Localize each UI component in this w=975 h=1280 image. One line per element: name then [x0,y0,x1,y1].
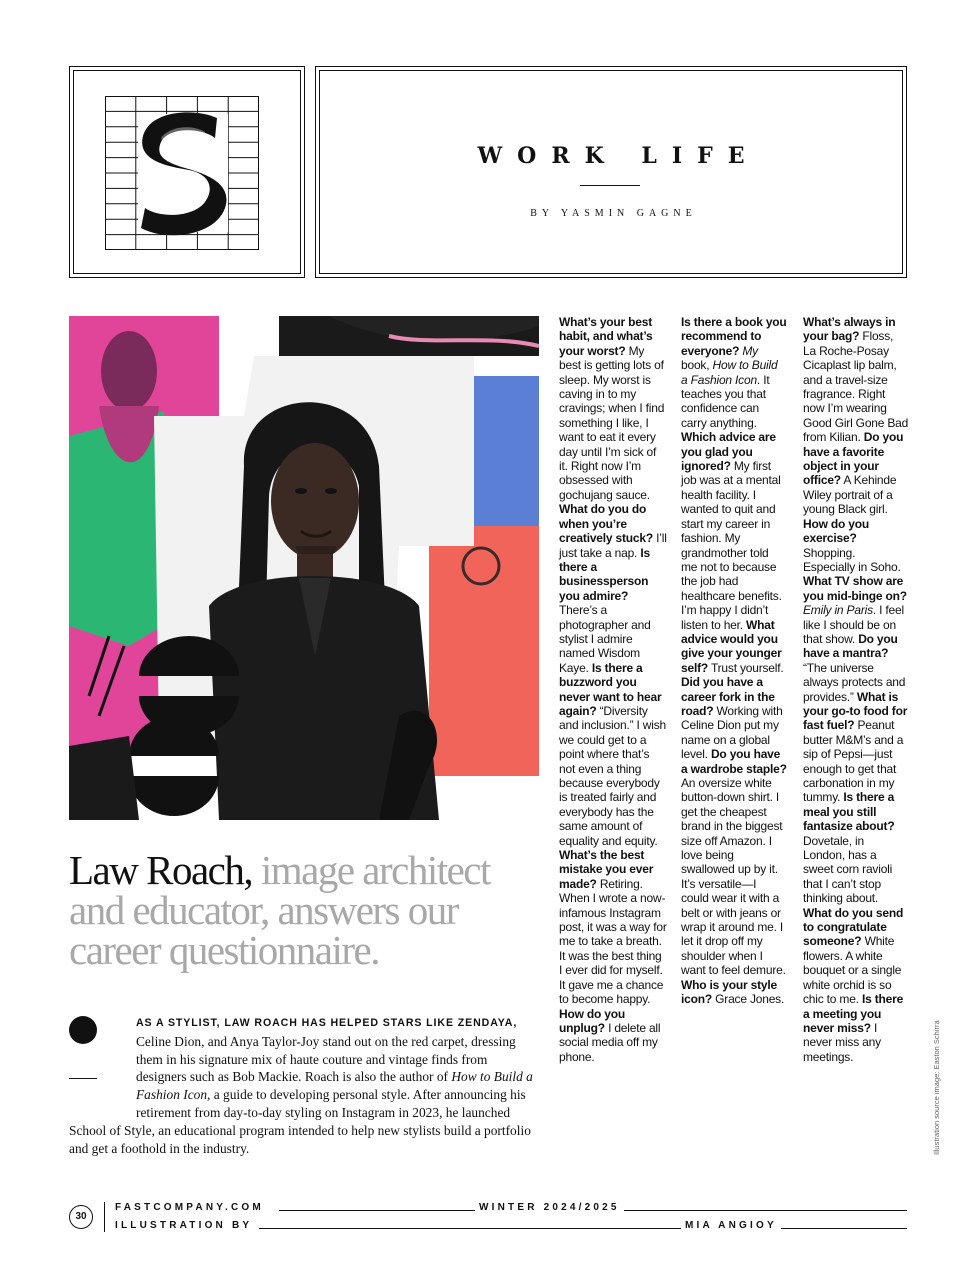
header-divider [580,185,640,186]
question: What advice would you give your younger self? [681,617,782,675]
issue-date: WINTER 2024/2025 [475,1202,624,1213]
answer: A Kehinde Wiley portrait of a young Black girl. [803,473,897,517]
question: Did you have a career fork in the road? [681,675,775,718]
answer: My first job was at a mental health facility. I wanted to quit and start my career in fashion. My grandmother told me not to because the job had healthcare benefits. I’m happy I didn’t listen to her. [681,459,782,632]
answer: Working with Celine Dion put my name on a global level. [681,703,783,762]
section-logo-icon [105,96,259,250]
answer: I’ll just take a nap. [559,531,667,560]
answer: Shopping. Especially in Soho. [803,545,901,574]
question: Who is your style icon? [681,977,777,1007]
answer: I never miss any meetings. [803,1020,881,1064]
section-title: WORK LIFE [477,143,760,169]
question: How do you unplug? [559,1006,625,1035]
question: What’s the best mistake you ever made? [559,848,654,891]
question: Is there a meal you still fantasize about? [803,790,895,834]
intro-book-title: How to Build a Fashion Icon [136,1069,533,1103]
page-number: 30 [69,1205,93,1229]
question: What do you do when you’re creatively stuck? [559,502,653,546]
question: Do you have a favorite object in your office? [803,430,904,488]
question: Is there a buzzword you never want to hear again? [559,660,662,718]
answer: Floss, La Roche-Posay Cicaplast lip balm, and a travel-size fragrance. Right now I’m wearing Good Girl Gone Bad from Kilian. [803,329,909,445]
intro-text: Celine Dion, and Anya Taylor-Joy stand out on the red carpet, dressing them in his signature mix of haute couture and vintage finds from designers such as Bob Mackie. Roach is also the author of [136,1033,516,1085]
section-header [315,66,907,278]
answer: Dovetale, in London, has a sweet corn ravioli that I can’t stop thinking about. [803,833,893,906]
question: What’s always in your bag? [803,315,896,344]
footer-divider [104,1202,105,1232]
answer: Peanut butter M&M’s and a sip of Pepsi—just enough to get that carbonation in my tummy. [803,718,904,805]
illustration-label: ILLUSTRATION BY [115,1220,256,1231]
question: Do you have a wardrobe staple? [681,747,787,776]
question: Which advice are you glad you ignored? [681,430,776,474]
answer: “The universe always protects and provides.” [803,660,906,704]
footer-rule-bottom [259,1228,907,1229]
byline: BY YASMIN GAGNE [530,208,697,219]
intro-paragraph [69,1013,539,1157]
question: Is there a businessperson you admire? [559,545,650,603]
answer: White flowers. A white bouquet or a single white orchid is so chic to me. [803,934,902,1007]
qa-column-3 [803,315,909,1064]
answer: I delete all social media off my phone. [559,1020,661,1064]
answer-italic: My [742,343,758,358]
headline-name: Law Roach, [69,847,253,893]
qa-column-1 [559,315,667,1064]
intro-text-end: , a guide to developing personal style. After announcing his retirement from day-to-day styling on Instagram in 2023, he launched School of Style, an educational program intended to help new stylists build a portfolio and get a foothold in the industry. [69,1087,531,1156]
question: Do you have a mantra? [803,631,898,661]
answer: Grace Jones. [715,992,785,1007]
answer: Trust yourself. [710,660,784,675]
question: What’s your best habit, and what’s your worst? [559,315,653,358]
answer: . I feel like I should be on that show. [803,603,904,646]
answer: . It teaches you that confidence can carry anything. [681,372,770,430]
answer-show-title: Emily in Paris [803,603,873,618]
answer: book, [681,358,710,373]
headline-rest: image architect and educator, answers our career questionnaire. [69,847,490,973]
intro-lead: AS A STYLIST, LAW ROACH HAS HELPED STARS LIKE ZENDAYA, [136,1017,518,1029]
question: How do you exercise? [803,516,869,546]
headline [69,847,539,973]
question: Is there a book you recommend to everyone? [681,315,787,358]
answer: My best is getting lots of sleep. My worst is caving in to my cravings; when I find something I like, I want to eat it every day until I’m sick of it. Right now I’m obsessed with gochujang sauce. [559,343,665,502]
question: What do you send to congratulate someone? [803,905,904,949]
question: What TV show are you mid-binge on? [803,574,907,603]
answer-book-title: How to Build a Fashion Icon [681,358,778,387]
answer: Retiring. When I wrote a now-infamous Instagram post, it was a way for me to take a breath. It was the best thing I ever did for myself. It gave me a chance to become happy. [559,876,667,1007]
site-name: FASTCOMPANY.COM [115,1202,268,1213]
answer: There’s a photographer and stylist I admire named Wisdom Kaye. [559,603,651,675]
answer: An oversize white button-down shirt. I get the cheapest brand in the biggest size off Amazon. I love being swallowed up by it. It’s versatile—I could wear it with a belt or with jeans or wrap it around me. I let it drop off my shoulder when I want to feel demure. [681,776,786,978]
image-credit: Illustration source image: Easton Schirra [932,1020,941,1155]
page-footer [69,1198,907,1238]
question: Is there a meeting you never miss? [803,992,904,1035]
question: What is your go-to food for fast fuel? [803,689,908,733]
portrait-collage-illustration [69,316,539,820]
illustrator-name: MIA ANGIOY [681,1220,781,1231]
logo-box [69,66,305,278]
qa-column-2 [681,315,787,1007]
answer: “Diversity and inclusion.” I wish we could get to a point where that’s not even a thing because everybody is treated fairly and everybody has the same amount of equality and equity. [559,703,666,848]
